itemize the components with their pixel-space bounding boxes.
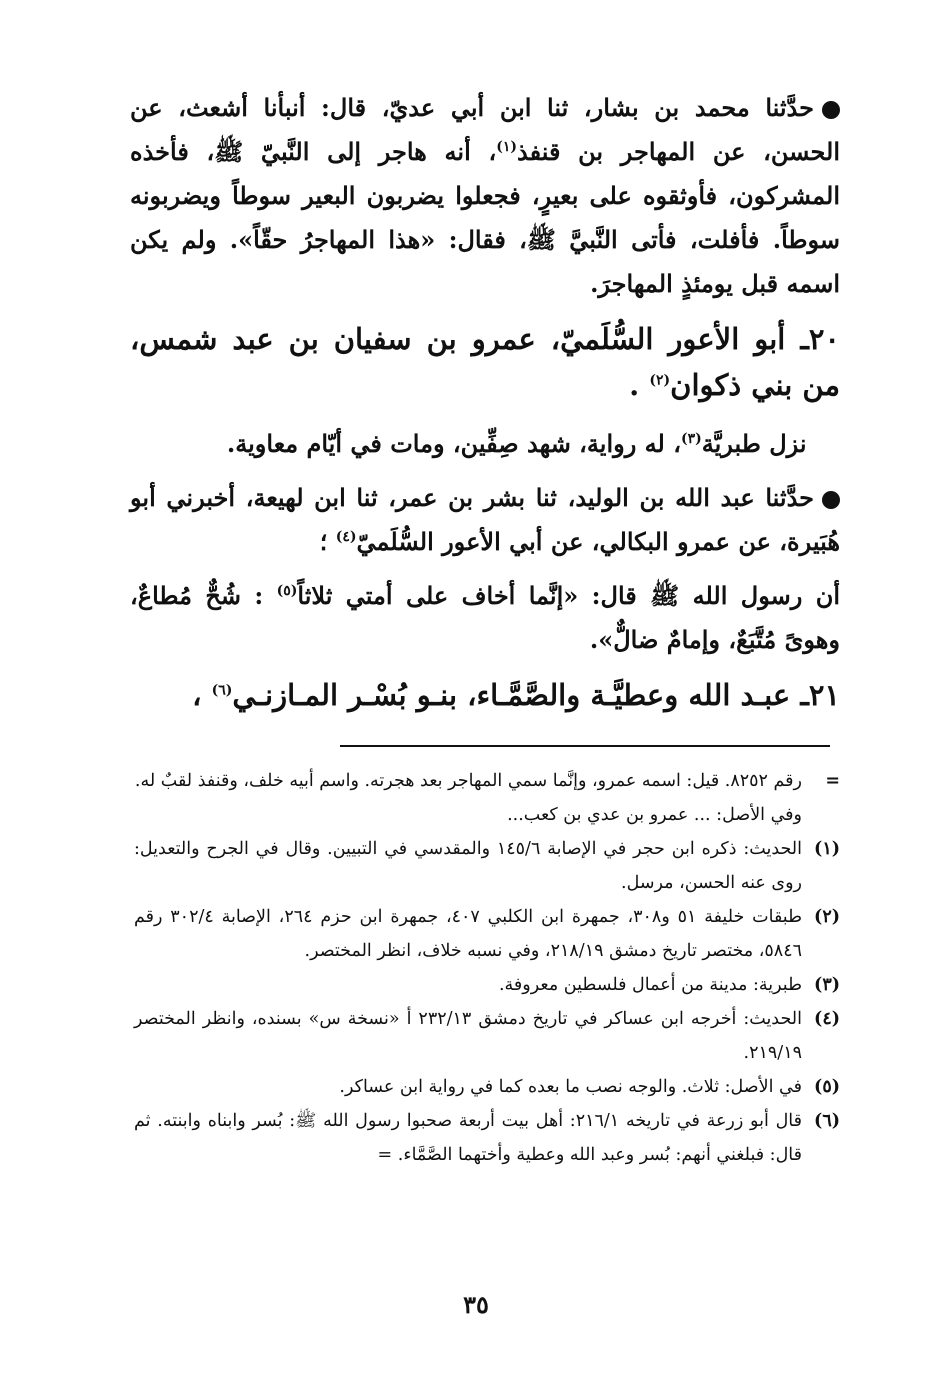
footnote-number: (٣) bbox=[814, 975, 840, 995]
footnote-ref: (٤) bbox=[335, 529, 357, 545]
footnote-number: (٢) bbox=[814, 907, 840, 927]
hadith-paragraph-2: حدَّثنا عبد الله بن الوليد، ثنا بشر بن عمر، ثنا ابن لهيعة، أخبرني أبو هُبَيرة، عن عمرو البكالي، عن أبي الأعور السُّلَميّ$^{(٤)}$ ؛ bbox=[130, 483, 840, 556]
main-text bbox=[130, 86, 840, 732]
footnote-text: في الأصل: ثلاث. والوجه نصب ما بعده كما في رواية ابن عساكر. bbox=[339, 1077, 802, 1097]
bullet-icon bbox=[822, 491, 840, 509]
footnote bbox=[134, 832, 840, 900]
hadith-text: أن رسول الله ﷺ قال: «إنَّما أخاف على أمتي ثلاثاً$^{(٥)}$ : شُحٌّ مُطاعٌ، وهوىً مُتَّبَعٌ، وإمامٌ ضالٌّ». bbox=[130, 581, 841, 654]
footnote-ref: (١) bbox=[496, 139, 517, 155]
footnote-ref: (٢) bbox=[649, 372, 671, 389]
footnotes bbox=[134, 764, 840, 1172]
page-number: ٣٥ bbox=[463, 1290, 489, 1319]
bullet-icon bbox=[822, 101, 840, 119]
footnote-divider bbox=[340, 745, 830, 747]
footnote-text: الحديث: أخرجه ابن عساكر في تاريخ دمشق ٢٣٢/١٣ أ «نسخة س» بسنده، وانظر المختصر ٢١٩/١٩. bbox=[134, 1009, 802, 1063]
footnote-ref: (٦) bbox=[211, 682, 233, 699]
footnote bbox=[134, 900, 840, 968]
footnote-text: رقم ٨٢٥٢. قيل: اسمه عمرو، وإنَّما سمي المهاجر بعد هجرته. واسم أبيه خلف، وقنفذ لقبٌ له. وفي الأصل: ... عمرو بن عدي بن كعب... bbox=[134, 771, 802, 825]
footnote-number: (١) bbox=[814, 839, 840, 859]
entry-heading-20: ٢٠ـ أبو الأعور السُّلَميّ، عمرو بن سفيان بن عبد شمس، من بني ذكوان$^{(٢)}$ . bbox=[130, 322, 840, 402]
footnote-text: طبقات خليفة ٥١ و٣٠٨، جمهرة ابن الكلبي ٤٠٧، جمهرة ابن حزم ٢٦٤، الإصابة ٣٠٢/٤ رقم ٥٨٤٦، مختصر تاريخ دمشق ٢١٨/١٩، وفي نسبه خلاف، انظر المختصر. bbox=[134, 907, 803, 961]
footnote bbox=[134, 1070, 840, 1104]
footnote bbox=[134, 764, 840, 832]
footnote-text: طبرية: مدينة من أعمال فلسطين معروفة. bbox=[498, 975, 802, 995]
footnote bbox=[134, 968, 840, 1002]
hadith-paragraph-1: حدَّثنا محمد بن بشار، ثنا ابن أبي عديّ، قال: أنبأنا أشعث، عن الحسن، عن المهاجر بن قنفذ$^{(١)}$، أنه هاجر إلى النَّبيّ ﷺ، فأخذه المشركون، فأوثقوه على بعيرٍ، فجعلوا يضربون البعير سوطاً ويضربونه سوطاً. فأفلت، فأتى النَّبيَّ ﷺ، فقال: «هذا المهاجرُ حقّاً». ولم يكن اسمه قبل يومئذٍ المهاجرَ. bbox=[130, 93, 841, 298]
footnote bbox=[134, 1104, 840, 1172]
footnote-number: (٥) bbox=[814, 1077, 840, 1097]
footnote-text: الحديث: ذكره ابن حجر في الإصابة ١٤٥/٦ والمقدسي في التبيين. وقال في الجرح والتعديل: روى عنه الحسن، مرسل. bbox=[134, 839, 802, 893]
footnote-number: (٦) bbox=[814, 1111, 840, 1131]
entry-heading-21: ٢١ـ عبـد الله وعطيَّـة والصَّمَّـاء، بنـو بُسْـر المـازنـي$^{(٦)}$ ، bbox=[192, 678, 840, 712]
footnote-ref: (٥) bbox=[276, 583, 298, 599]
footnote-ref: (٣) bbox=[680, 431, 702, 447]
bio-paragraph: نزل طبريَّة$^{(٣)}$، له رواية، شهد صِفِّين، ومات في أيّام معاوية. bbox=[226, 429, 807, 458]
footnote-number: (٤) bbox=[814, 1009, 840, 1029]
footnote-number: = bbox=[825, 771, 840, 791]
footnote-text: قال أبو زرعة في تاريخه ٢١٦/١: أهل بيت أربعة صحبوا رسول الله ﷺ: بُسر وابناه وابنته. ثم قال: فبلغني أنهم: بُسر وعبد الله وعطية وأختهما الصَّمَّاء. = bbox=[134, 1111, 802, 1165]
footnote bbox=[134, 1002, 840, 1070]
